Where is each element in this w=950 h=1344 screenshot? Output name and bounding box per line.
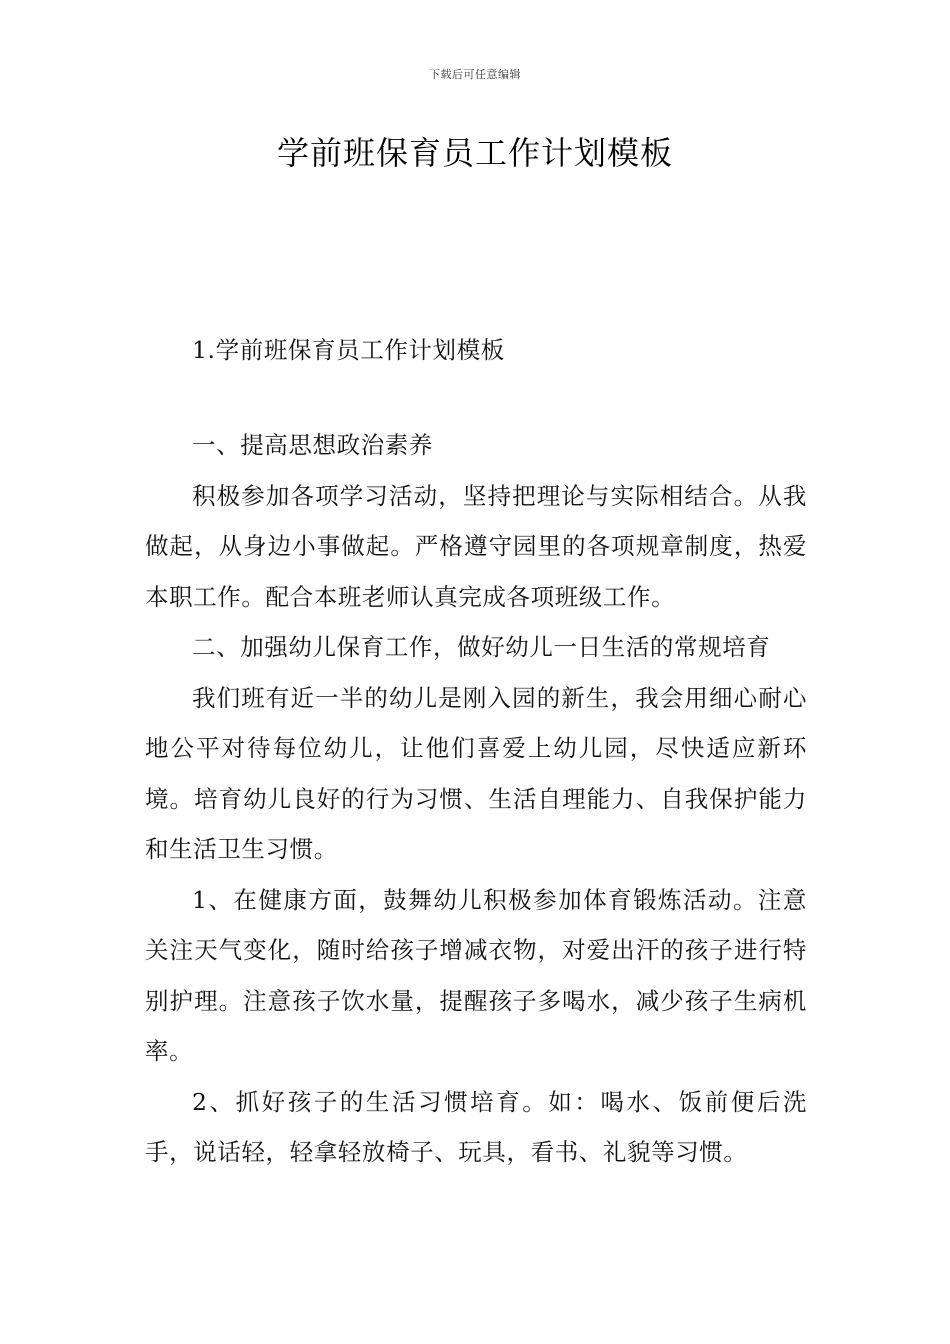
section-subtitle (145, 325, 807, 376)
paragraph-study-activities: 积极参加各项学习活动，坚持把理论与实际相结合。从我做起，从身边小事做起。严格遵守园里的各项规章制度，热爱本职工作。配合本班老师认真完成各项班级工作。 (145, 481, 807, 611)
document-title: 学前班保育员工作计划模板 (276, 134, 673, 172)
paragraph-habits: 2、抓好孩子的生活习惯培育。如：喝水、饭前便后洗手，说话轻，轻拿轻放椅子、玩具，看书、礼貌等习惯。 (145, 1087, 807, 1166)
paragraph-new-children: 我们班有近一半的幼儿是刚入园的新生，我会用细心耐心地公平对待每位幼儿，让他们喜爱上幼儿园，尽快适应新环境。培育幼儿良好的行为习惯、生活自理能力、自我保护能力和生活卫生习惯。 (145, 683, 807, 863)
header-note: 下载后可任意编辑 (429, 68, 521, 81)
document-body (145, 420, 807, 1178)
heading-political-quality: 一、提高思想政治素养 (192, 431, 433, 459)
heading-child-care: 二、加强幼儿保育工作，做好幼儿一日生活的常规培育 (192, 633, 771, 661)
subtitle-text: 1.学前班保育员工作计划模板 (192, 336, 505, 364)
paragraph-health: 1、在健康方面，鼓舞幼儿积极参加体育锻炼活动。注意关注天气变化，随时给孩子增减衣物，对爱出汗的孩子进行特别护理。注意孩子饮水量，提醒孩子多喝水，减少孩子生病机率。 (145, 885, 807, 1065)
